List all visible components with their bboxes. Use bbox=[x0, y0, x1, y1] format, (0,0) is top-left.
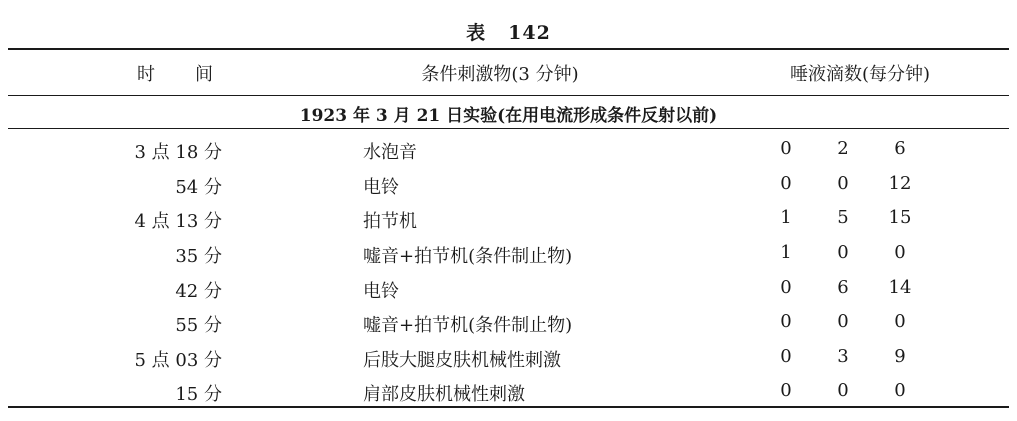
time-cell: 3 点 18 分 bbox=[134, 142, 222, 163]
drops-minute-3: 0 bbox=[894, 311, 906, 332]
drops-minute-2: 0 bbox=[837, 242, 849, 263]
drops-minute-3: 0 bbox=[894, 380, 906, 401]
time-cell: 5 点 03 分 bbox=[134, 350, 222, 371]
table-row bbox=[0, 311, 1017, 345]
table-row bbox=[0, 346, 1017, 380]
header-saliva-drops: 唾液滴数(每分钟) bbox=[789, 64, 931, 85]
drops-minute-2: 0 bbox=[837, 311, 849, 332]
caption-prefix: 表 bbox=[466, 22, 487, 44]
drops-minute-1: 1 bbox=[780, 207, 792, 228]
drops-minute-2: 2 bbox=[837, 138, 849, 159]
drops-minute-1: 0 bbox=[780, 311, 792, 332]
caption-number: 142 bbox=[508, 22, 551, 44]
section-title: 1923 年 3 月 21 日实验(在用电流形成条件反射以前) bbox=[299, 106, 718, 126]
time-cell: 55 分 bbox=[175, 315, 222, 336]
drops-minute-3: 12 bbox=[888, 173, 912, 194]
drops-minute-1: 0 bbox=[780, 277, 792, 298]
header-time bbox=[0, 60, 350, 86]
time-cell: 54 分 bbox=[175, 177, 222, 198]
drops-minute-1: 0 bbox=[780, 346, 792, 367]
table-row bbox=[0, 207, 1017, 241]
header-time-char-2: 间 bbox=[195, 64, 213, 85]
table-row bbox=[0, 277, 1017, 311]
drops-minute-3: 9 bbox=[894, 346, 906, 367]
drops-minute-1: 0 bbox=[780, 380, 792, 401]
table-row bbox=[0, 242, 1017, 276]
stimulus-cell: 电铃 bbox=[363, 281, 399, 302]
drops-minute-1: 1 bbox=[780, 242, 792, 263]
drops-minute-3: 0 bbox=[894, 242, 906, 263]
drops-minute-1: 0 bbox=[780, 138, 792, 159]
time-cell: 42 分 bbox=[175, 281, 222, 302]
bottom-rule bbox=[8, 406, 1009, 408]
drops-minute-2: 6 bbox=[837, 277, 849, 298]
drops-minute-2: 0 bbox=[837, 173, 849, 194]
drops-minute-2: 3 bbox=[837, 346, 849, 367]
drops-minute-2: 0 bbox=[837, 380, 849, 401]
drops-minute-3: 14 bbox=[888, 277, 912, 298]
table-row bbox=[0, 380, 1017, 414]
top-rule bbox=[8, 48, 1009, 50]
table-caption bbox=[0, 18, 1017, 45]
table-row bbox=[0, 138, 1017, 172]
header-time-char-1: 时 bbox=[137, 64, 155, 85]
section-rule bbox=[8, 128, 1009, 129]
stimulus-cell: 水泡音 bbox=[363, 142, 417, 163]
stimulus-cell: 电铃 bbox=[363, 177, 399, 198]
table-row bbox=[0, 173, 1017, 207]
drops-minute-1: 0 bbox=[780, 173, 792, 194]
stimulus-cell: 拍节机 bbox=[363, 211, 417, 232]
stimulus-cell: 嘘音+拍节机(条件制止物) bbox=[363, 315, 573, 336]
header-rule bbox=[8, 95, 1009, 96]
drops-minute-3: 6 bbox=[894, 138, 906, 159]
drops-minute-2: 5 bbox=[837, 207, 849, 228]
drops-minute-3: 15 bbox=[888, 207, 912, 228]
time-cell: 35 分 bbox=[175, 246, 222, 267]
stimulus-cell: 肩部皮肤机械性刺激 bbox=[363, 384, 525, 405]
time-cell: 15 分 bbox=[175, 384, 222, 405]
header-stimulus: 条件刺激物(3 分钟) bbox=[421, 64, 579, 85]
time-cell: 4 点 13 分 bbox=[134, 211, 222, 232]
stimulus-cell: 嘘音+拍节机(条件制止物) bbox=[363, 246, 573, 267]
stimulus-cell: 后肢大腿皮肤机械性刺激 bbox=[363, 350, 561, 371]
